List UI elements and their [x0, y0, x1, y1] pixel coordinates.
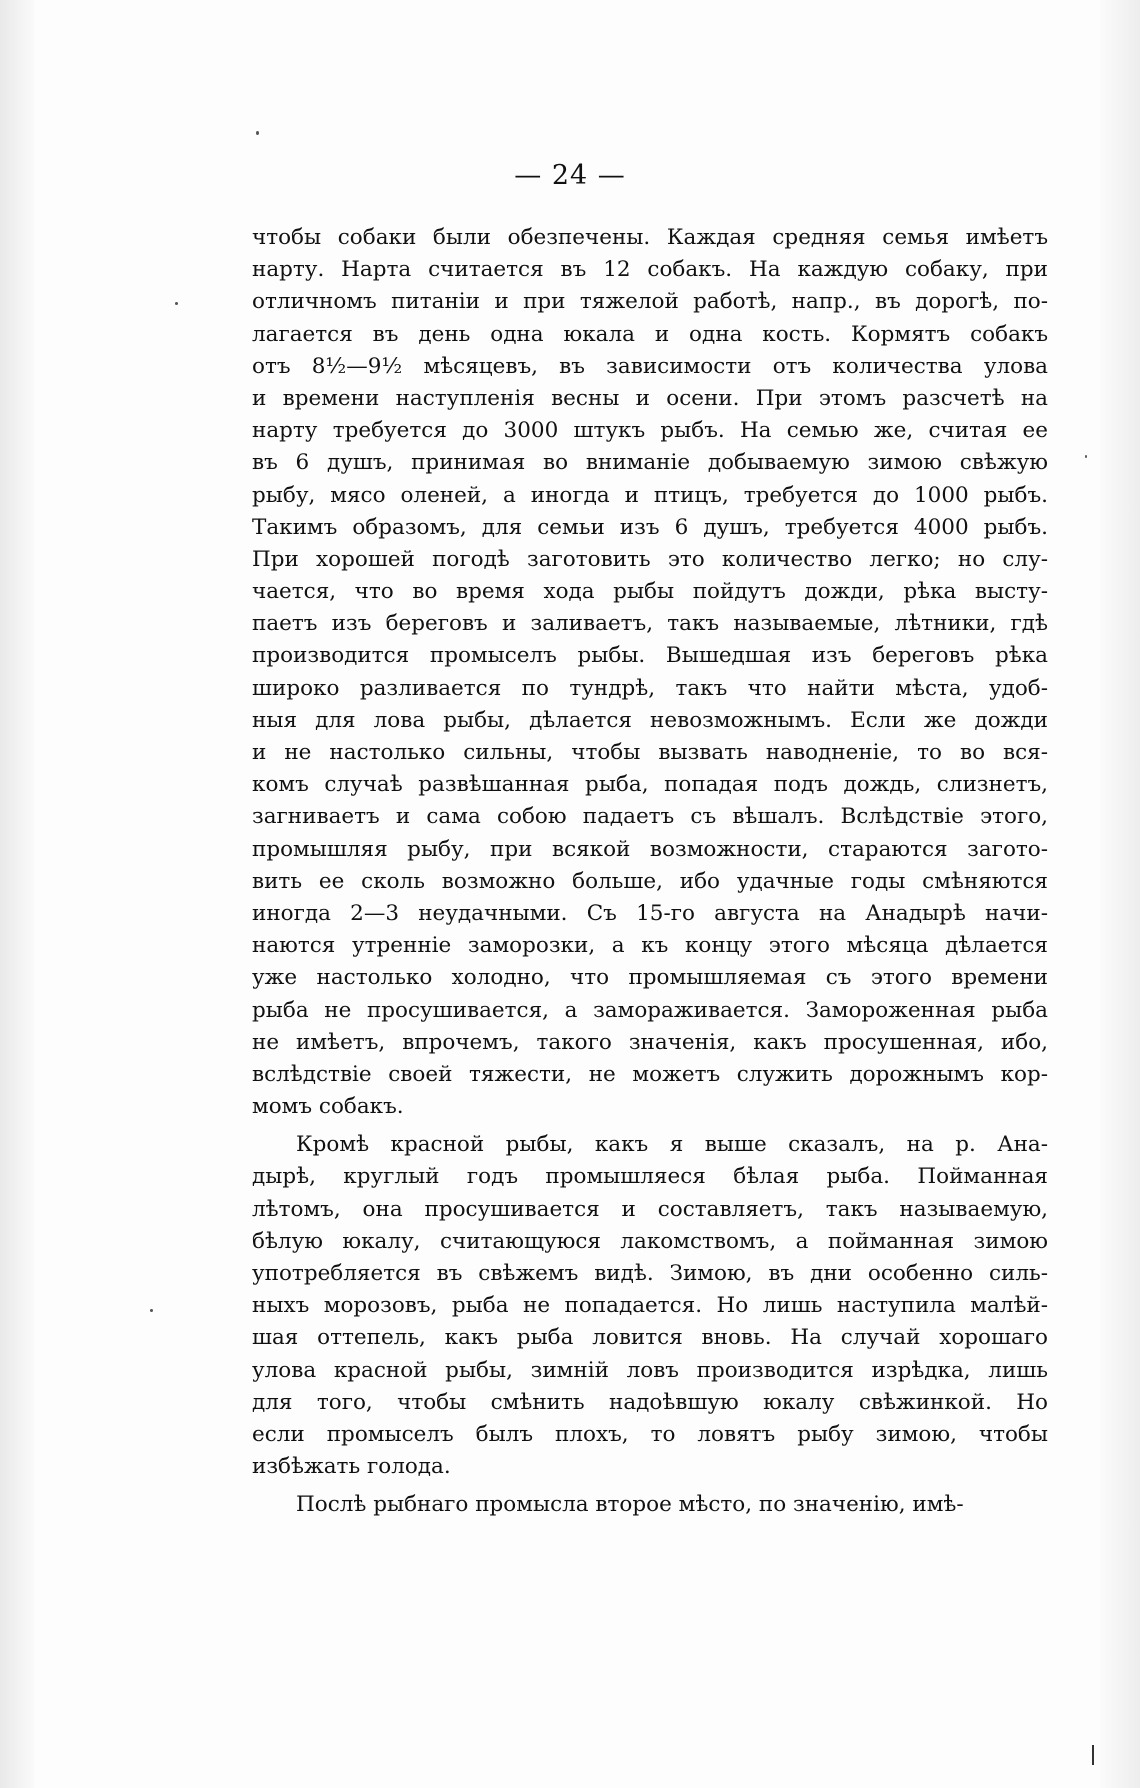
text-line: въ 6 душъ, принимая во вниманіе добываемую зимою свѣжую	[252, 450, 1048, 476]
text-line: отличномъ питаніи и при тяжелой работѣ, напр., въ дорогѣ, по-	[252, 289, 1048, 315]
text-line: наются утренніе заморозки, а къ концу этого мѣсяца дѣлается	[252, 933, 1048, 959]
text-line: шая оттепель, какъ рыба ловится вновь. На случай хорошаго	[252, 1325, 1048, 1351]
text-line: лагается въ день одна юкала и одна кость. Кормятъ собакъ	[252, 321, 1048, 347]
scan-speck	[150, 1309, 153, 1312]
page-number: — 24 —	[514, 160, 626, 191]
text-line: рыба не просушивается, а замораживается. Замороженная рыба	[252, 997, 1048, 1023]
text-line: Кромѣ красной рыбы, какъ я выше сказалъ, на р. Ана-	[296, 1132, 1048, 1158]
body-text	[252, 222, 1048, 1522]
text-line: вслѣдствіе своей тяжести, не можетъ служить дорожнымъ кор-	[252, 1061, 1048, 1087]
text-line: чтобы собаки были обезпечены. Каждая средняя семья имѣетъ	[252, 225, 1048, 250]
scan-speck	[256, 131, 259, 135]
scan-right-margin	[1100, 0, 1140, 1788]
text-line: широко разливается по тундрѣ, такъ что найти мѣста, удоб-	[252, 675, 1048, 701]
paragraph	[252, 222, 1048, 1123]
text-line: лѣтомъ, она просушивается и составляетъ, такъ называемую,	[252, 1196, 1048, 1222]
text-line: чается, что во время хода рыбы пойдутъ дожди, рѣка высту-	[252, 579, 1048, 605]
text-line: паетъ изъ береговъ и заливаетъ, такъ называемые, лѣтники, гдѣ	[252, 611, 1048, 637]
paragraph	[252, 1489, 1048, 1521]
text-line: бѣлую юкалу, считающуюся лакомствомъ, а пойманная зимою	[252, 1228, 1048, 1254]
text-line: Такимъ образомъ, для семьи изъ 6 душъ, требуется 4000 рыбъ.	[252, 514, 1048, 540]
text-line: момъ собакъ.	[252, 1094, 404, 1120]
text-line: для того, чтобы смѣнить надоѣвшую юкалу свѣжинкой. Но	[252, 1389, 1048, 1415]
text-line: и времени наступленія весны и осени. При этомъ разсчетѣ на	[252, 385, 1048, 411]
text-line: нарту. Нарта считается въ 12 собакъ. На каждую собаку, при	[252, 257, 1048, 283]
text-line: уже настолько холодно, что промышляемая съ этого времени	[252, 965, 1048, 991]
text-line: если промыселъ былъ плохъ, то ловятъ рыбу зимою, чтобы	[252, 1421, 1048, 1447]
text-line: отъ 8½—9½ мѣсяцевъ, въ зависимости отъ количества улова	[252, 353, 1048, 379]
text-line: загниваетъ и сама собою падаетъ съ вѣшалъ. Вслѣдствіе этого,	[252, 804, 1048, 830]
text-line: ныя для лова рыбы, дѣлается невозможнымъ. Если же дожди	[252, 707, 1048, 733]
scan-speck	[175, 302, 178, 305]
text-line: дырѣ, круглый годъ промышляеся бѣлая рыба. Пойманная	[252, 1164, 1048, 1190]
text-line: и не настолько сильны, чтобы вызвать наводненіе, то во вся-	[252, 740, 1048, 765]
scan-left-margin	[0, 0, 34, 1788]
text-line: иногда 2—3 неудачными. Съ 15-го августа на Анадырѣ начи-	[252, 900, 1048, 926]
text-line: избѣжать голода.	[252, 1454, 451, 1480]
text-line: не имѣетъ, впрочемъ, такого значенія, какъ просушенная, ибо,	[252, 1029, 1048, 1055]
text-line: промышляя рыбу, при всякой возможности, стараются загото-	[252, 836, 1048, 862]
paragraph	[252, 1129, 1048, 1483]
scan-edge-mark	[1092, 1745, 1094, 1765]
text-line: Послѣ рыбнаго промысла второе мѣсто, по значенію, имѣ-	[296, 1492, 964, 1518]
text-line: комъ случаѣ развѣшанная рыба, попадая подъ дождь, слизнетъ,	[252, 772, 1048, 798]
text-line: вить ее сколь возможно больше, ибо удачные годы смѣняются	[252, 868, 1048, 894]
text-line: нарту требуется до 3000 штукъ рыбъ. На семью же, считая ее	[252, 418, 1048, 444]
scan-speck	[1085, 455, 1087, 458]
text-line: улова красной рыбы, зимній ловъ производится изрѣдка, лишь	[252, 1357, 1048, 1383]
text-line: При хорошей погодѣ заготовить это количество легко; но слу-	[252, 546, 1048, 572]
text-line: рыбу, мясо оленей, а иногда и птицъ, требуется до 1000 рыбъ.	[252, 482, 1048, 508]
text-line: производится промыселъ рыбы. Вышедшая изъ береговъ рѣка	[252, 643, 1048, 669]
text-line: ныхъ морозовъ, рыба не попадается. Но лишь наступила малѣй-	[252, 1293, 1048, 1319]
text-line: употребляется въ свѣжемъ видѣ. Зимою, въ дни особенно силь-	[252, 1261, 1048, 1286]
